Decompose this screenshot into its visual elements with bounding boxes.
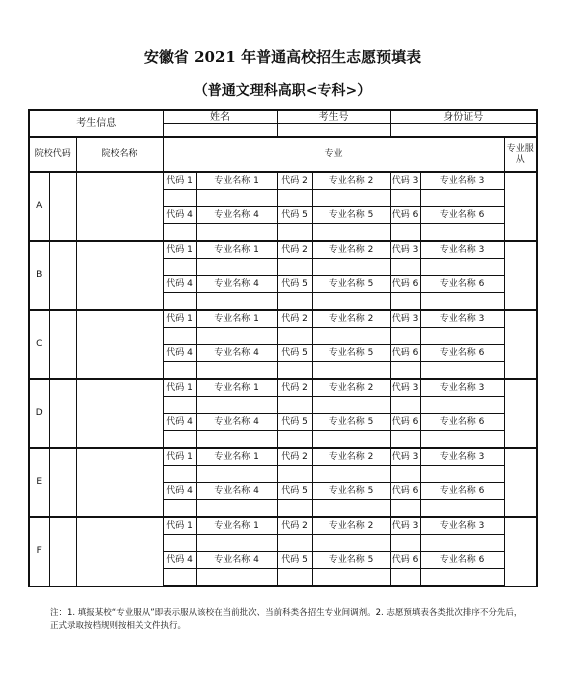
- major-field-label: 代码 4: [163, 483, 196, 500]
- major-field-label: 代码 4: [163, 414, 196, 431]
- major-input-field[interactable]: [420, 569, 504, 587]
- major-field-label: 代码 1: [163, 379, 196, 397]
- major-field-label: 专业名称 2: [312, 379, 390, 397]
- major-field-label: 专业名称 3: [420, 310, 504, 328]
- major-input-field[interactable]: [163, 293, 196, 311]
- major-input-field[interactable]: [277, 569, 312, 587]
- major-field-label: 专业名称 2: [312, 310, 390, 328]
- major-input-field[interactable]: [312, 500, 390, 518]
- major-input-field[interactable]: [163, 362, 196, 380]
- major-obey-field[interactable]: [504, 379, 537, 448]
- major-field-label: 代码 5: [277, 345, 312, 362]
- major-input-field[interactable]: [420, 466, 504, 483]
- major-field-label: 代码 3: [390, 172, 420, 190]
- school-name-header: 院校名称: [76, 137, 163, 172]
- school-code-field[interactable]: [49, 517, 76, 586]
- major-field-label: 专业名称 2: [312, 241, 390, 259]
- major-input-field[interactable]: [277, 293, 312, 311]
- major-field-label: 代码 4: [163, 552, 196, 569]
- major-field-label: 专业名称 4: [196, 207, 277, 224]
- major-input-field[interactable]: [277, 431, 312, 449]
- major-input-field[interactable]: [312, 397, 390, 414]
- major-obey-field[interactable]: [504, 517, 537, 586]
- major-field-label: 代码 1: [163, 448, 196, 466]
- school-code-field[interactable]: [49, 448, 76, 517]
- major-input-field[interactable]: [196, 328, 277, 345]
- major-field-label: 专业名称 4: [196, 483, 277, 500]
- major-field-label: 代码 2: [277, 241, 312, 259]
- school-code-header: 院校代码: [29, 137, 76, 172]
- id-number-label: 身份证号: [390, 110, 537, 124]
- major-field-label: 专业名称 1: [196, 172, 277, 190]
- major-input-field[interactable]: [390, 431, 420, 449]
- major-input-field[interactable]: [163, 328, 196, 345]
- major-input-field[interactable]: [312, 293, 390, 311]
- major-field-label: 代码 1: [163, 310, 196, 328]
- major-input-field[interactable]: [277, 328, 312, 345]
- major-input-field[interactable]: [420, 535, 504, 552]
- major-field-label: 代码 5: [277, 414, 312, 431]
- major-field-label: 代码 6: [390, 207, 420, 224]
- school-name-field[interactable]: [76, 310, 163, 379]
- major-field-label: 代码 3: [390, 517, 420, 535]
- major-field-label: 代码 4: [163, 345, 196, 362]
- school-letter: D: [29, 379, 49, 448]
- major-input-field[interactable]: [390, 535, 420, 552]
- major-input-field[interactable]: [163, 397, 196, 414]
- id-number-field[interactable]: [390, 124, 537, 138]
- major-input-field[interactable]: [390, 500, 420, 518]
- major-input-field[interactable]: [390, 569, 420, 587]
- major-input-field[interactable]: [420, 500, 504, 518]
- major-input-field[interactable]: [163, 259, 196, 276]
- major-obey-field[interactable]: [504, 448, 537, 517]
- major-obey-field[interactable]: [504, 310, 537, 379]
- major-input-field[interactable]: [196, 569, 277, 587]
- major-input-field[interactable]: [196, 293, 277, 311]
- major-input-field[interactable]: [420, 190, 504, 207]
- major-input-field[interactable]: [390, 259, 420, 276]
- form-subtitle: （普通文理科高职<专科>）: [193, 83, 372, 99]
- major-input-field[interactable]: [196, 466, 277, 483]
- major-input-field[interactable]: [420, 431, 504, 449]
- school-code-field[interactable]: [49, 241, 76, 310]
- major-field-label: 专业名称 6: [420, 345, 504, 362]
- major-header: 专业: [163, 137, 504, 172]
- major-field-label: 专业名称 3: [420, 379, 504, 397]
- major-input-field[interactable]: [163, 224, 196, 242]
- major-field-label: 专业名称 1: [196, 448, 277, 466]
- student-info-label: 考生信息: [29, 110, 163, 137]
- major-field-label: 代码 6: [390, 483, 420, 500]
- major-input-field[interactable]: [390, 362, 420, 380]
- form-title: 安徽省 2021 年普通高校招生志愿预填表: [143, 48, 422, 66]
- major-input-field[interactable]: [196, 190, 277, 207]
- major-input-field[interactable]: [312, 535, 390, 552]
- major-field-label: 专业名称 2: [312, 172, 390, 190]
- major-input-field[interactable]: [163, 500, 196, 518]
- major-field-label: 专业名称 6: [420, 276, 504, 293]
- major-field-label: 代码 2: [277, 172, 312, 190]
- footnote: 注：1. 填报某校“专业服从”即表示服从该校在当前批次、当前科类各招生专业间调剂。2. 志愿预填表各类批次排序不分先后，正式录取按档规则按相关文件执行。: [50, 608, 523, 631]
- major-field-label: 专业名称 4: [196, 552, 277, 569]
- major-obey-header: 专业服从: [504, 137, 537, 172]
- major-field-label: 代码 2: [277, 448, 312, 466]
- major-field-label: 代码 4: [163, 207, 196, 224]
- major-field-label: 代码 1: [163, 172, 196, 190]
- major-input-field[interactable]: [312, 259, 390, 276]
- application-form-table: [28, 109, 538, 587]
- major-field-label: 代码 1: [163, 241, 196, 259]
- school-code-field[interactable]: [49, 310, 76, 379]
- name-label: 姓名: [163, 110, 277, 124]
- school-letter: E: [29, 448, 49, 517]
- major-field-label: 专业名称 3: [420, 448, 504, 466]
- school-name-field[interactable]: [76, 172, 163, 241]
- major-input-field[interactable]: [420, 362, 504, 380]
- major-input-field[interactable]: [420, 293, 504, 311]
- major-field-label: 专业名称 3: [420, 172, 504, 190]
- major-input-field[interactable]: [196, 259, 277, 276]
- major-field-label: 专业名称 3: [420, 241, 504, 259]
- major-input-field[interactable]: [277, 362, 312, 380]
- school-letter: C: [29, 310, 49, 379]
- major-field-label: 专业名称 4: [196, 345, 277, 362]
- major-field-label: 代码 3: [390, 448, 420, 466]
- exam-number-label: 考生号: [277, 110, 390, 124]
- major-input-field[interactable]: [163, 569, 196, 587]
- major-field-label: 专业名称 5: [312, 345, 390, 362]
- major-field-label: 专业名称 3: [420, 517, 504, 535]
- major-field-label: 专业名称 1: [196, 379, 277, 397]
- major-field-label: 代码 2: [277, 517, 312, 535]
- school-letter: B: [29, 241, 49, 310]
- school-name-field[interactable]: [76, 517, 163, 586]
- major-input-field[interactable]: [163, 190, 196, 207]
- major-input-field[interactable]: [390, 466, 420, 483]
- major-field-label: 专业名称 4: [196, 414, 277, 431]
- major-field-label: 代码 3: [390, 241, 420, 259]
- name-field[interactable]: [163, 124, 277, 138]
- school-letter: F: [29, 517, 49, 586]
- major-field-label: 代码 5: [277, 207, 312, 224]
- major-input-field[interactable]: [196, 224, 277, 242]
- school-letter: A: [29, 172, 49, 241]
- major-input-field[interactable]: [420, 397, 504, 414]
- major-field-label: 专业名称 1: [196, 241, 277, 259]
- major-input-field[interactable]: [312, 328, 390, 345]
- major-input-field[interactable]: [420, 328, 504, 345]
- major-input-field[interactable]: [196, 535, 277, 552]
- major-field-label: 代码 2: [277, 310, 312, 328]
- major-field-label: 代码 3: [390, 379, 420, 397]
- major-field-label: 代码 1: [163, 517, 196, 535]
- major-field-label: 专业名称 5: [312, 414, 390, 431]
- major-input-field[interactable]: [390, 397, 420, 414]
- major-field-label: 代码 5: [277, 483, 312, 500]
- major-input-field[interactable]: [312, 466, 390, 483]
- major-obey-field[interactable]: [504, 241, 537, 310]
- exam-number-field[interactable]: [277, 124, 390, 138]
- major-field-label: 代码 6: [390, 414, 420, 431]
- school-name-field[interactable]: [76, 379, 163, 448]
- major-input-field[interactable]: [390, 328, 420, 345]
- major-field-label: 代码 6: [390, 552, 420, 569]
- major-input-field[interactable]: [277, 535, 312, 552]
- major-input-field[interactable]: [390, 293, 420, 311]
- major-field-label: 专业名称 1: [196, 517, 277, 535]
- major-field-label: 专业名称 1: [196, 310, 277, 328]
- major-input-field[interactable]: [196, 397, 277, 414]
- major-field-label: 专业名称 4: [196, 276, 277, 293]
- major-field-label: 代码 6: [390, 276, 420, 293]
- major-field-label: 代码 3: [390, 310, 420, 328]
- major-input-field[interactable]: [420, 259, 504, 276]
- major-input-field[interactable]: [277, 224, 312, 242]
- major-input-field[interactable]: [196, 500, 277, 518]
- major-input-field[interactable]: [420, 224, 504, 242]
- major-input-field[interactable]: [312, 569, 390, 587]
- major-input-field[interactable]: [312, 362, 390, 380]
- school-code-field[interactable]: [49, 172, 76, 241]
- major-input-field[interactable]: [277, 190, 312, 207]
- major-input-field[interactable]: [163, 466, 196, 483]
- major-input-field[interactable]: [163, 431, 196, 449]
- major-field-label: 专业名称 6: [420, 483, 504, 500]
- major-input-field[interactable]: [312, 431, 390, 449]
- major-field-label: 专业名称 2: [312, 448, 390, 466]
- major-input-field[interactable]: [277, 397, 312, 414]
- major-field-label: 代码 5: [277, 552, 312, 569]
- major-field-label: 专业名称 6: [420, 552, 504, 569]
- major-field-label: 专业名称 6: [420, 207, 504, 224]
- major-field-label: 代码 2: [277, 379, 312, 397]
- major-field-label: 专业名称 5: [312, 552, 390, 569]
- major-input-field[interactable]: [312, 224, 390, 242]
- major-obey-field[interactable]: [504, 172, 537, 241]
- major-field-label: 专业名称 5: [312, 276, 390, 293]
- school-code-field[interactable]: [49, 379, 76, 448]
- major-field-label: 专业名称 5: [312, 483, 390, 500]
- major-input-field[interactable]: [196, 431, 277, 449]
- major-input-field[interactable]: [390, 224, 420, 242]
- major-input-field[interactable]: [390, 190, 420, 207]
- major-field-label: 代码 4: [163, 276, 196, 293]
- major-input-field[interactable]: [196, 362, 277, 380]
- major-field-label: 代码 5: [277, 276, 312, 293]
- major-input-field[interactable]: [277, 500, 312, 518]
- major-input-field[interactable]: [277, 466, 312, 483]
- school-name-field[interactable]: [76, 241, 163, 310]
- major-field-label: 专业名称 5: [312, 207, 390, 224]
- major-field-label: 专业名称 2: [312, 517, 390, 535]
- major-input-field[interactable]: [277, 259, 312, 276]
- school-name-field[interactable]: [76, 448, 163, 517]
- major-input-field[interactable]: [163, 535, 196, 552]
- major-input-field[interactable]: [312, 190, 390, 207]
- major-field-label: 代码 6: [390, 345, 420, 362]
- major-field-label: 专业名称 6: [420, 414, 504, 431]
